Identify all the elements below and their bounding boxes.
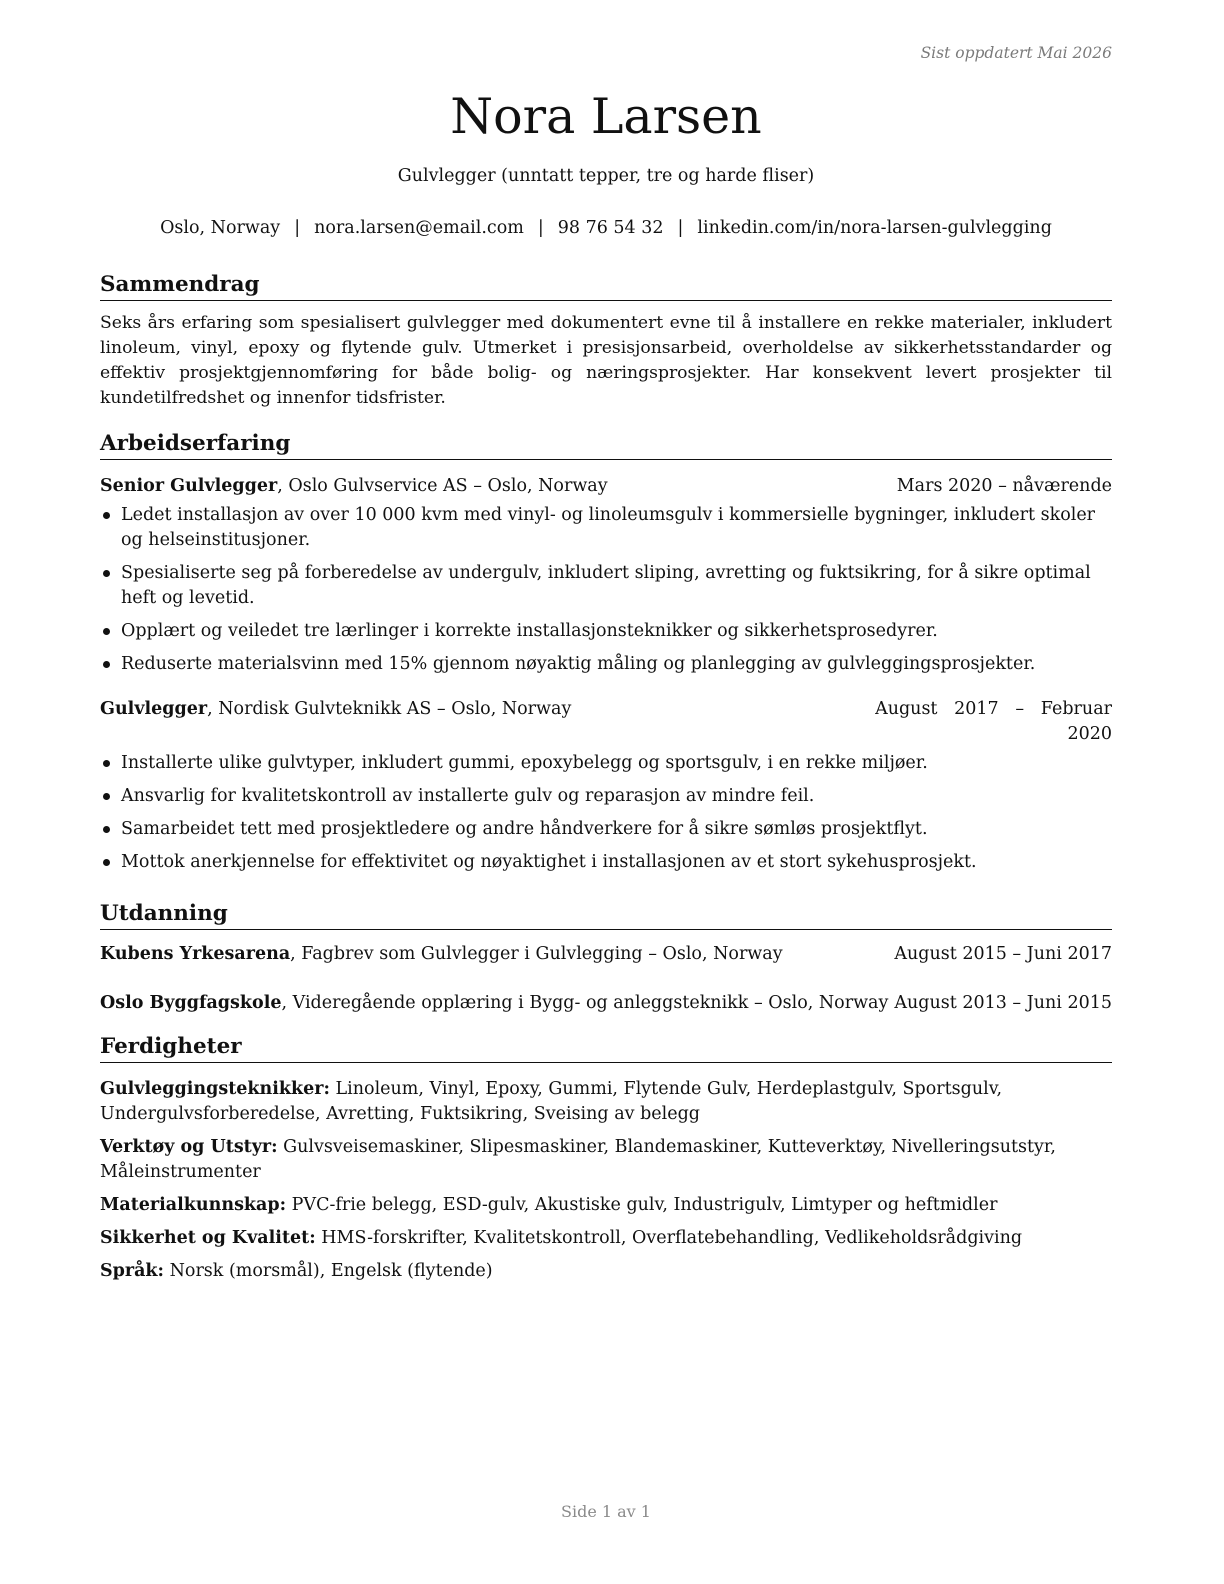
education-heading: [100, 991, 888, 1016]
bullet-icon: [103, 793, 110, 800]
contact-separator: |: [677, 218, 684, 238]
job-heading: [100, 474, 608, 499]
summary-section: [100, 270, 1112, 411]
education-dates: August 2015 – Juni 2017: [894, 944, 1112, 964]
job-dates-line: August 2017 – Februar: [875, 699, 1112, 719]
section-title-education: Utdanning: [100, 899, 1112, 930]
skill-value: PVC-frie belegg, ESD-gulv, Akustiske gulv, Industrigulv, Limtyper og heftmidler: [286, 1195, 998, 1215]
job-bullets: [100, 751, 1112, 875]
education-section: [100, 899, 1112, 1016]
skill-label: Sikkerhet og Kvalitet:: [100, 1228, 316, 1248]
education-entry: [100, 991, 1112, 1016]
skill-label: Verktøy og Utstyr:: [100, 1137, 278, 1157]
skill-value: Norsk (morsmål), Engelsk (flytende): [164, 1261, 493, 1281]
contact-separator: |: [294, 218, 301, 238]
skill-label: Materialkunnskap:: [100, 1195, 287, 1215]
bullet-text: Ansvarlig for kvalitetskontroll av installerte gulv og reparasjon av mindre feil.: [121, 786, 815, 806]
last-updated: Sist oppdatert Mai 2026: [920, 44, 1112, 62]
job-bullets: [100, 503, 1112, 677]
bullet-icon: [103, 859, 110, 866]
contact-phone: 98 76 54 32: [557, 218, 664, 238]
skill-label: Språk:: [100, 1261, 165, 1281]
list-item: [100, 751, 1112, 776]
job-header: [100, 697, 1112, 747]
bullet-icon: [103, 512, 110, 519]
experience-section: [100, 429, 1112, 883]
job-company: , Oslo Gulvservice AS – Oslo, Norway: [277, 476, 608, 496]
list-item: [100, 850, 1112, 875]
bullet-icon: [103, 661, 110, 668]
bullet-text: Mottok anerkjennelse for effektivitet og nøyaktighet i installasjonen av et stort sykehusprosjekt.: [121, 852, 977, 872]
list-item: [100, 561, 1112, 611]
skill-value: Linoleum, Vinyl, Epoxy, Gummi, Flytende Gulv, Herdeplastgulv, Sportsgulv, Undergulvsforberedelse, Avretting, Fuktsikring, Sveising av belegg: [100, 1079, 1003, 1124]
job-role: Senior Gulvlegger: [100, 476, 278, 496]
bullet-text: Opplært og veiledet tre lærlinger i korrekte installasjonsteknikker og sikkerhetsprosedyrer.: [121, 621, 938, 641]
list-item: [100, 619, 1112, 644]
bullet-text: Ledet installasjon av over 10 000 kvm med vinyl- og linoleumsgulv i kommersielle bygninger, inkludert skoler og helseinstitusjoner.: [121, 505, 1096, 550]
job-title: Gulvlegger (unntatt tepper, tre og harde fliser): [397, 166, 815, 186]
education-dates: August 2013 – Juni 2015: [894, 993, 1112, 1013]
contact-line: [100, 218, 1112, 238]
resume-page: [100, 0, 1112, 1584]
bullet-icon: [103, 760, 110, 767]
section-title-experience: Arbeidserfaring: [100, 429, 1112, 460]
list-item: [100, 503, 1112, 553]
bullet-text: Samarbeidet tett med prosjektledere og andre håndverkere for å sikre sømløs prosjektflyt.: [121, 819, 928, 839]
job-role: Gulvlegger: [100, 699, 208, 719]
skills-list: [100, 1077, 1112, 1284]
contact-location: Oslo, Norway: [160, 218, 281, 238]
education-entry: [100, 942, 1112, 967]
bullet-icon: [103, 570, 110, 577]
skill-value: Gulvsveisemaskiner, Slipesmaskiner, Blandemaskiner, Kutteverktøy, Nivelleringsutstyr, Måleinstrumenter: [100, 1137, 1056, 1182]
list-item: [100, 784, 1112, 809]
skill-row: [100, 1226, 1112, 1251]
skills-section: [100, 1032, 1112, 1292]
job-dates: Mars 2020 – nåværende: [896, 476, 1112, 496]
skill-value: HMS-forskrifter, Kvalitetskontroll, Overflatebehandling, Vedlikeholdsrådgiving: [315, 1228, 1023, 1248]
skill-row: [100, 1135, 1112, 1185]
summary-text: Seks års erfaring som spesialisert gulvlegger med dokumentert evne til å installere en rekke materialer, inkludert linoleum, vinyl, epoxy og flytende gulv. Utmerket i presisjonsarbeid, overholdelse av sikkerhetsstandarder og effektiv prosjektgjennomføring for både bolig- og næringsprosjekter. Har konsekvent levert prosjekter til kundetilfredshet og innenfor tidsfrister.: [100, 313, 1112, 408]
bullet-text: Installerte ulike gulvtyper, inkludert gummi, epoxybelegg og sportsgulv, i en rekke miljøer.: [121, 753, 928, 773]
page-number: Side 1 av 1: [561, 1502, 651, 1521]
contact-separator: |: [537, 218, 544, 238]
contact-email[interactable]: nora.larsen@email.com: [314, 218, 524, 238]
job-company: , Nordisk Gulvteknikk AS – Oslo, Norway: [207, 699, 572, 719]
job-dates-line: 2020: [1067, 724, 1112, 744]
bullet-icon: [103, 628, 110, 635]
candidate-name: Nora Larsen: [450, 88, 762, 145]
bullet-text: Spesialiserte seg på forberedelse av undergulv, inkludert sliping, avretting og fuktsikring, for å sikre optimal heft og levetid.: [121, 563, 1091, 608]
skill-row: [100, 1077, 1112, 1127]
bullet-text: Reduserte materialsvinn med 15% gjennom nøyaktig måling og planlegging av gulvleggingsprosjekter.: [121, 654, 1036, 674]
section-title-skills: Ferdigheter: [100, 1032, 1112, 1063]
list-item: [100, 817, 1112, 842]
skill-row: [100, 1259, 1112, 1284]
education-school: Kubens Yrkesarena: [100, 944, 291, 964]
education-heading: [100, 942, 783, 967]
job-header: [100, 474, 1112, 499]
contact-linkedin[interactable]: linkedin.com/in/nora-larsen-gulvlegging: [697, 218, 1052, 238]
education-details: , Videregående opplæring i Bygg- og anleggsteknikk – Oslo, Norway: [281, 993, 889, 1013]
job-entry: [100, 474, 1112, 677]
skill-label: Gulvleggingsteknikker:: [100, 1079, 330, 1099]
section-title-summary: Sammendrag: [100, 270, 1112, 301]
education-details: , Fagbrev som Gulvlegger i Gulvlegging – Oslo, Norway: [290, 944, 783, 964]
job-entry: [100, 697, 1112, 875]
job-heading: [100, 697, 571, 747]
bullet-icon: [103, 826, 110, 833]
list-item: [100, 652, 1112, 677]
job-dates: [875, 697, 1112, 747]
skill-row: [100, 1193, 1112, 1218]
education-school: Oslo Byggfagskole: [100, 993, 282, 1013]
